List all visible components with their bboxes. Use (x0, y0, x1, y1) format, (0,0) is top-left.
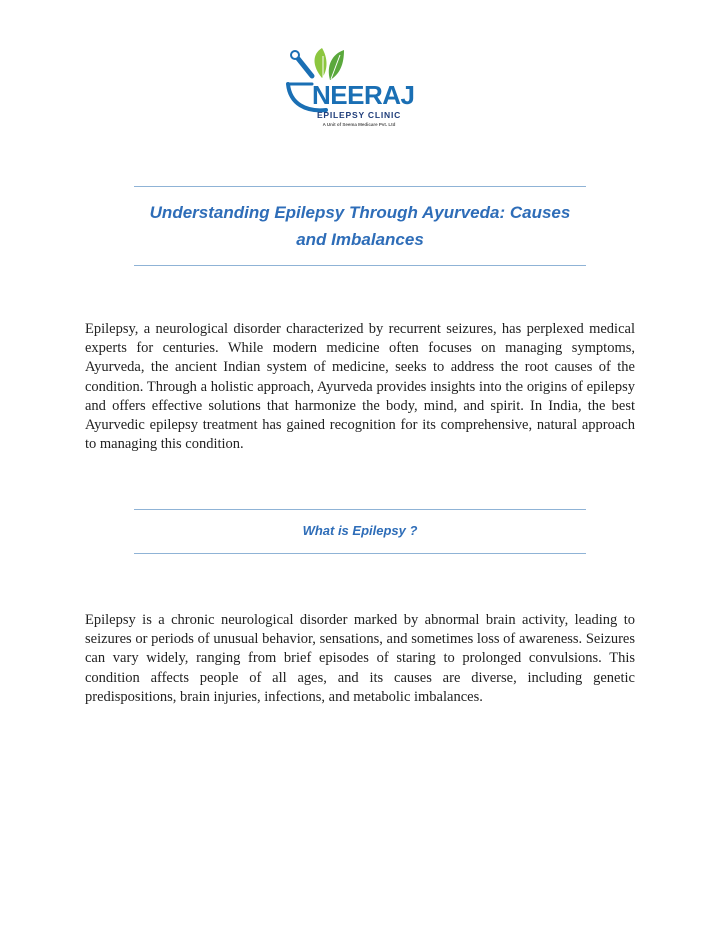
section-paragraph: Epilepsy is a chronic neurological disorder marked by abnormal brain activity, leading to seizures or periods of unusual behavior, sensations, and sometimes loss of awareness. Seizures can vary widely, ranging from brief episodes of staring to prolonged convulsions. This condition affects people of all ages, and its causes are diverse, including genetic predispositions, brain injuries, infections, and metabolic imbalances. (85, 612, 635, 705)
page-title: Understanding Epilepsy Through Ayurveda: Causes and Imbalances (149, 203, 571, 249)
brand-tagline: A Unit of Seema Medicare Pvt. Ltd (322, 122, 396, 127)
brand-subtitle: EPILEPSY CLINIC (316, 110, 402, 120)
title-rule-top (134, 186, 586, 187)
brand-name: NEERAJ (312, 80, 415, 110)
clinic-logo (282, 46, 415, 142)
title-rule-bottom (134, 265, 586, 266)
section-rule-bottom (134, 553, 586, 554)
section-heading: What is Epilepsy ? (302, 523, 418, 538)
intro-paragraph: Epilepsy, a neurological disorder characterized by recurrent seizures, has perplexed medical experts for centuries. While modern medicine often focuses on managing symptoms, Ayurveda, the ancient Indian system of medicine, seeks to address the root causes of the condition. Through a holistic approach, Ayurveda provides insights into the origins of epilepsy and offers effective solutions that harmonize the body, mind, and spirit. In India, the best Ayurvedic epilepsy treatment has gained recognition for its comprehensive, natural approach to managing this condition. (85, 321, 635, 453)
section-rule-top (134, 509, 586, 510)
